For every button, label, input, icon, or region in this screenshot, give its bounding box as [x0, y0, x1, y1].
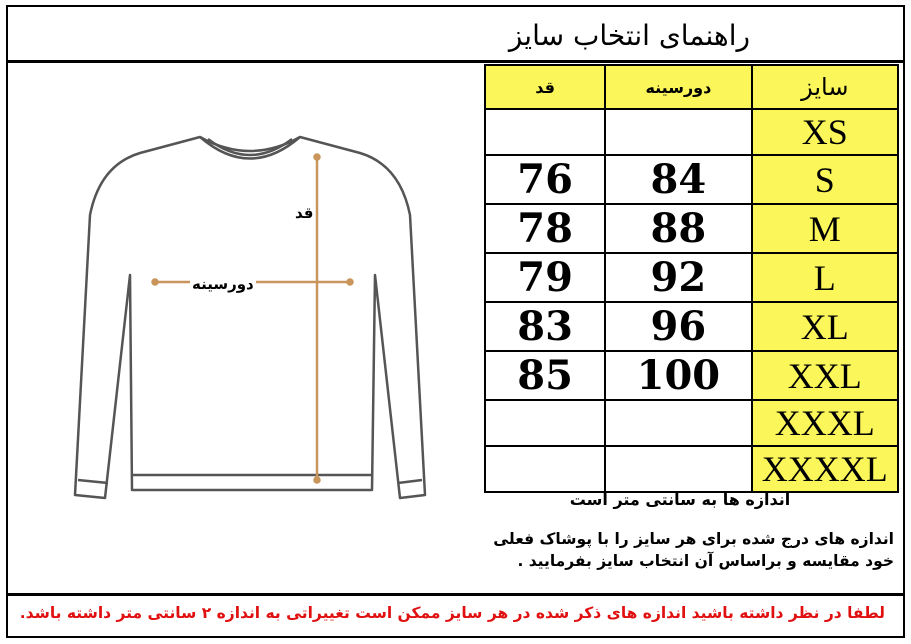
chest-cell — [605, 109, 751, 155]
size-cell: XS — [752, 109, 898, 155]
table-row — [485, 351, 898, 400]
size-cell: XL — [752, 302, 898, 351]
compare-note — [454, 528, 894, 572]
table-row — [485, 446, 898, 492]
compare-note-line-1: اندازه های درج شده برای هر سایز را با پوشاک فعلی — [493, 530, 894, 548]
table-row — [485, 155, 898, 204]
size-cell: M — [752, 204, 898, 253]
header-length: قد — [485, 65, 605, 109]
title-bar — [6, 5, 905, 63]
length-cell — [485, 109, 605, 155]
table-row — [485, 253, 898, 302]
chest-cell — [605, 446, 751, 492]
table-row — [485, 302, 898, 351]
size-table — [484, 64, 899, 493]
chest-cell: 92 — [605, 253, 751, 302]
size-cell: L — [752, 253, 898, 302]
length-cell: 76 — [485, 155, 605, 204]
shirt-outline — [75, 137, 425, 498]
chest-cell — [605, 400, 751, 446]
size-cell: XXXXL — [752, 446, 898, 492]
table-row — [485, 400, 898, 446]
shirt-diagram — [60, 125, 440, 515]
chest-cell: 88 — [605, 204, 751, 253]
length-cell: 83 — [485, 302, 605, 351]
table-row — [485, 204, 898, 253]
compare-note-line-2: خود مقایسه و براساس آن انتخاب سایز بفرمایید . — [517, 552, 894, 570]
header-chest: دورسینه — [605, 65, 751, 109]
header-size: سایز — [752, 65, 898, 109]
footer-bar — [6, 593, 905, 638]
tolerance-warning: لطفا در نظر داشته باشید اندازه های ذکر شده در هر سایز ممکن است تغییراتی به اندازه ۲ سانتی متر داشته باشد. — [19, 604, 885, 622]
table-header-row — [485, 65, 898, 109]
length-cell — [485, 400, 605, 446]
page-title: راهنمای انتخاب سایز — [508, 19, 750, 52]
size-cell: XXL — [752, 351, 898, 400]
chest-cell: 100 — [605, 351, 751, 400]
length-cell: 79 — [485, 253, 605, 302]
size-cell: XXXL — [752, 400, 898, 446]
length-cell — [485, 446, 605, 492]
chest-label: دورسینه — [192, 275, 254, 293]
chest-cell: 96 — [605, 302, 751, 351]
chest-cell: 84 — [605, 155, 751, 204]
table-row — [485, 109, 898, 155]
length-label: قد — [295, 204, 314, 222]
unit-note: اندازه ها به سانتی متر است — [569, 490, 791, 509]
length-cell: 78 — [485, 204, 605, 253]
size-cell: S — [752, 155, 898, 204]
length-cell: 85 — [485, 351, 605, 400]
